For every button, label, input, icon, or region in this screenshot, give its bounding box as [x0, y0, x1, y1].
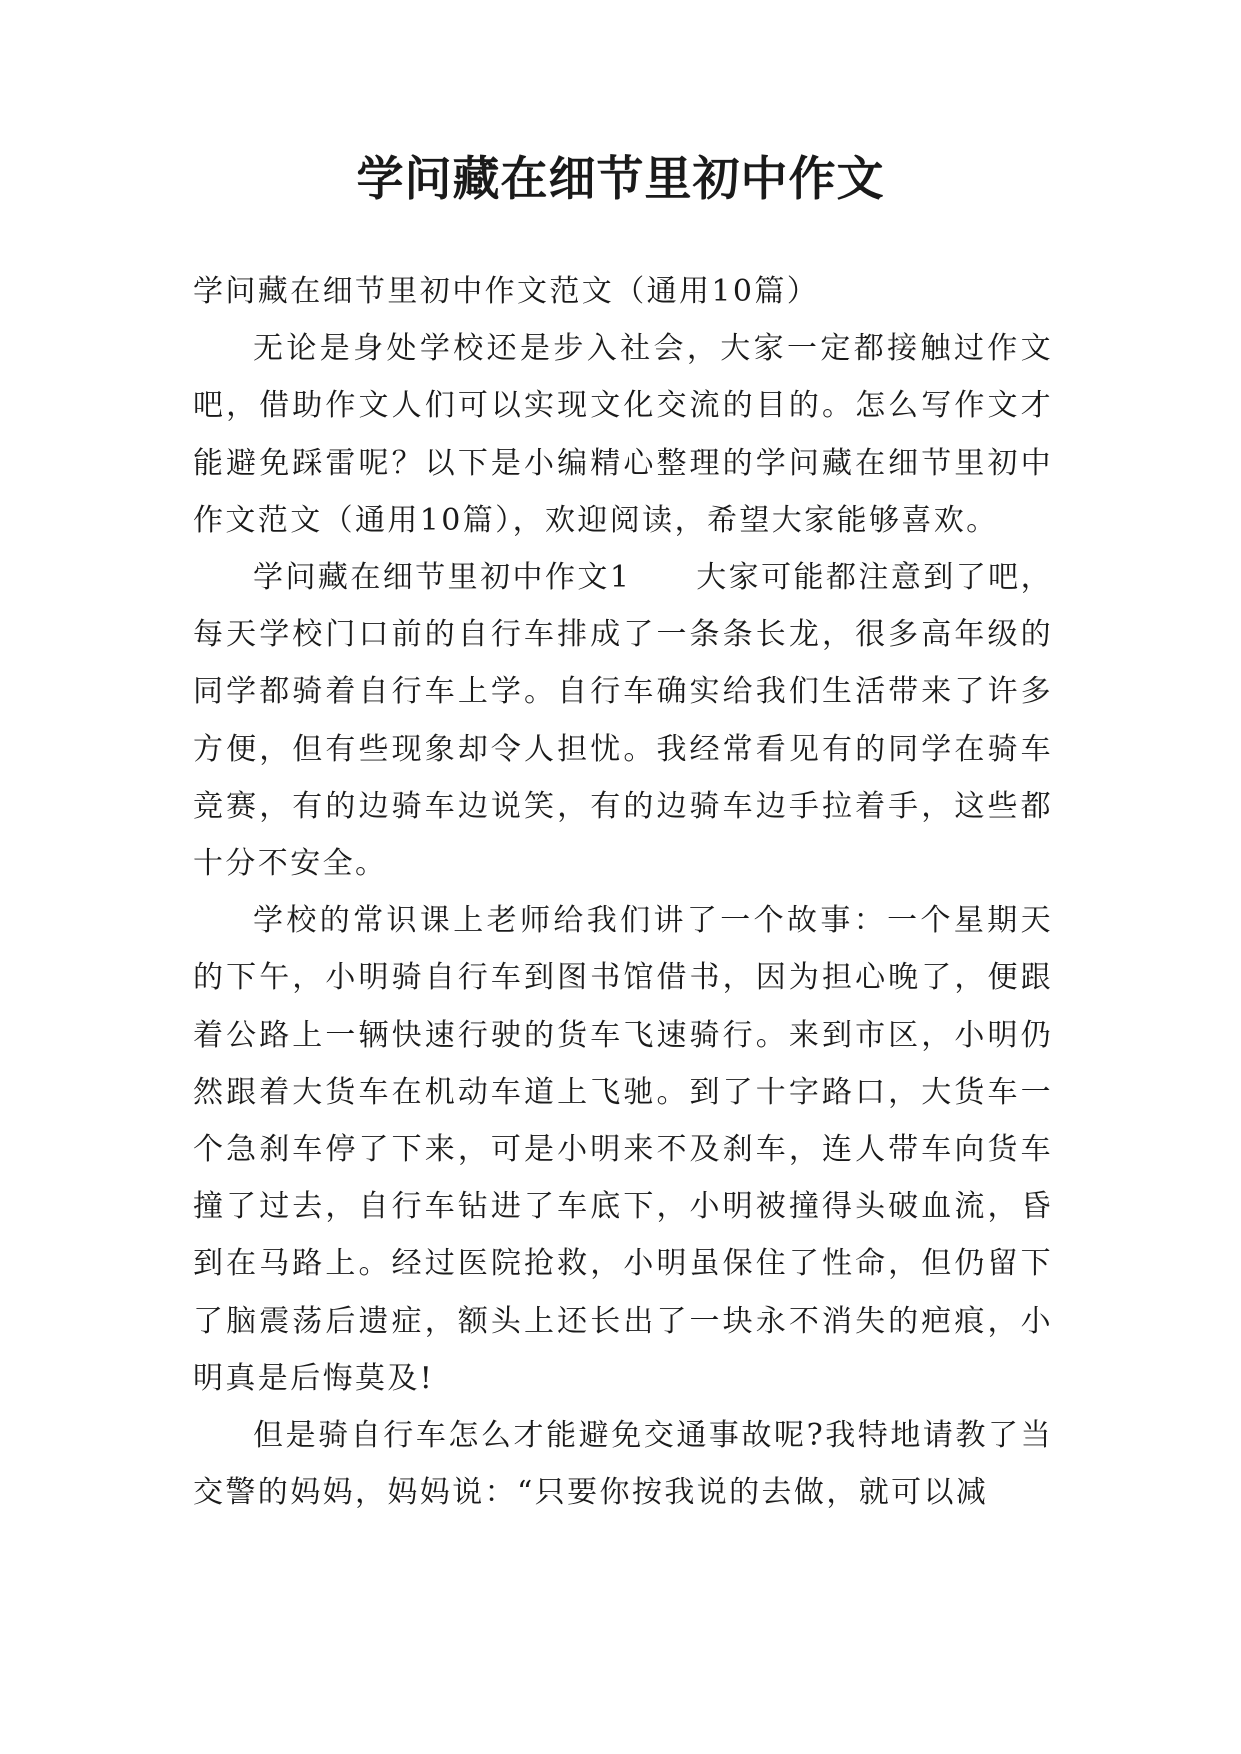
document-title: 学问藏在细节里初中作文: [356, 152, 885, 207]
paragraph: 但是骑自行车怎么才能避免交通事故呢?我特地请教了当交警的妈妈，妈妈说：“只要你按我说的去做，就可以减: [193, 1418, 1053, 1511]
paragraph: 无论是身处学校还是步入社会，大家一定都接触过作文吧，借助作文人们可以实现文化交流的目的。怎么写作文才能避免踩雷呢？以下是小编精心整理的学问藏在细节里初中作文范文（通用10篇），欢迎阅读，希望大家能够喜欢。: [193, 331, 1053, 538]
paragraph: 学校的常识课上老师给我们讲了一个故事：一个星期天的下午，小明骑自行车到图书馆借书，因为担心晚了，便跟着公路上一辆快速行驶的货车飞速骑行。来到市区，小明仍然跟着大货车在机动车道上飞驰。到了十字路口，大货车一个急刹车停了下来，可是小明来不及刹车，连人带车向货车撞了过去，自行车钻进了车底下，小明被撞得头破血流，昏到在马路上。经过医院抢救，小明虽保住了性命，但仍留下了脑震荡后遗症，额头上还长出了一块永不消失的疤痕，小明真是后悔莫及!: [193, 903, 1053, 1396]
paragraph-subtitle: 学问藏在细节里初中作文范文（通用10篇）: [193, 274, 820, 309]
document-body: [193, 263, 1053, 1521]
paragraph: 学问藏在细节里初中作文1 大家可能都注意到了吧，每天学校门口前的自行车排成了一条条长龙，很多高年级的同学都骑着自行车上学。自行车确实给我们生活带来了许多方便，但有些现象却令人担忧。我经常看见有的同学在骑车竞赛，有的边骑车边说笑，有的边骑车边手拉着手，这些都十分不安全。: [193, 560, 1053, 882]
